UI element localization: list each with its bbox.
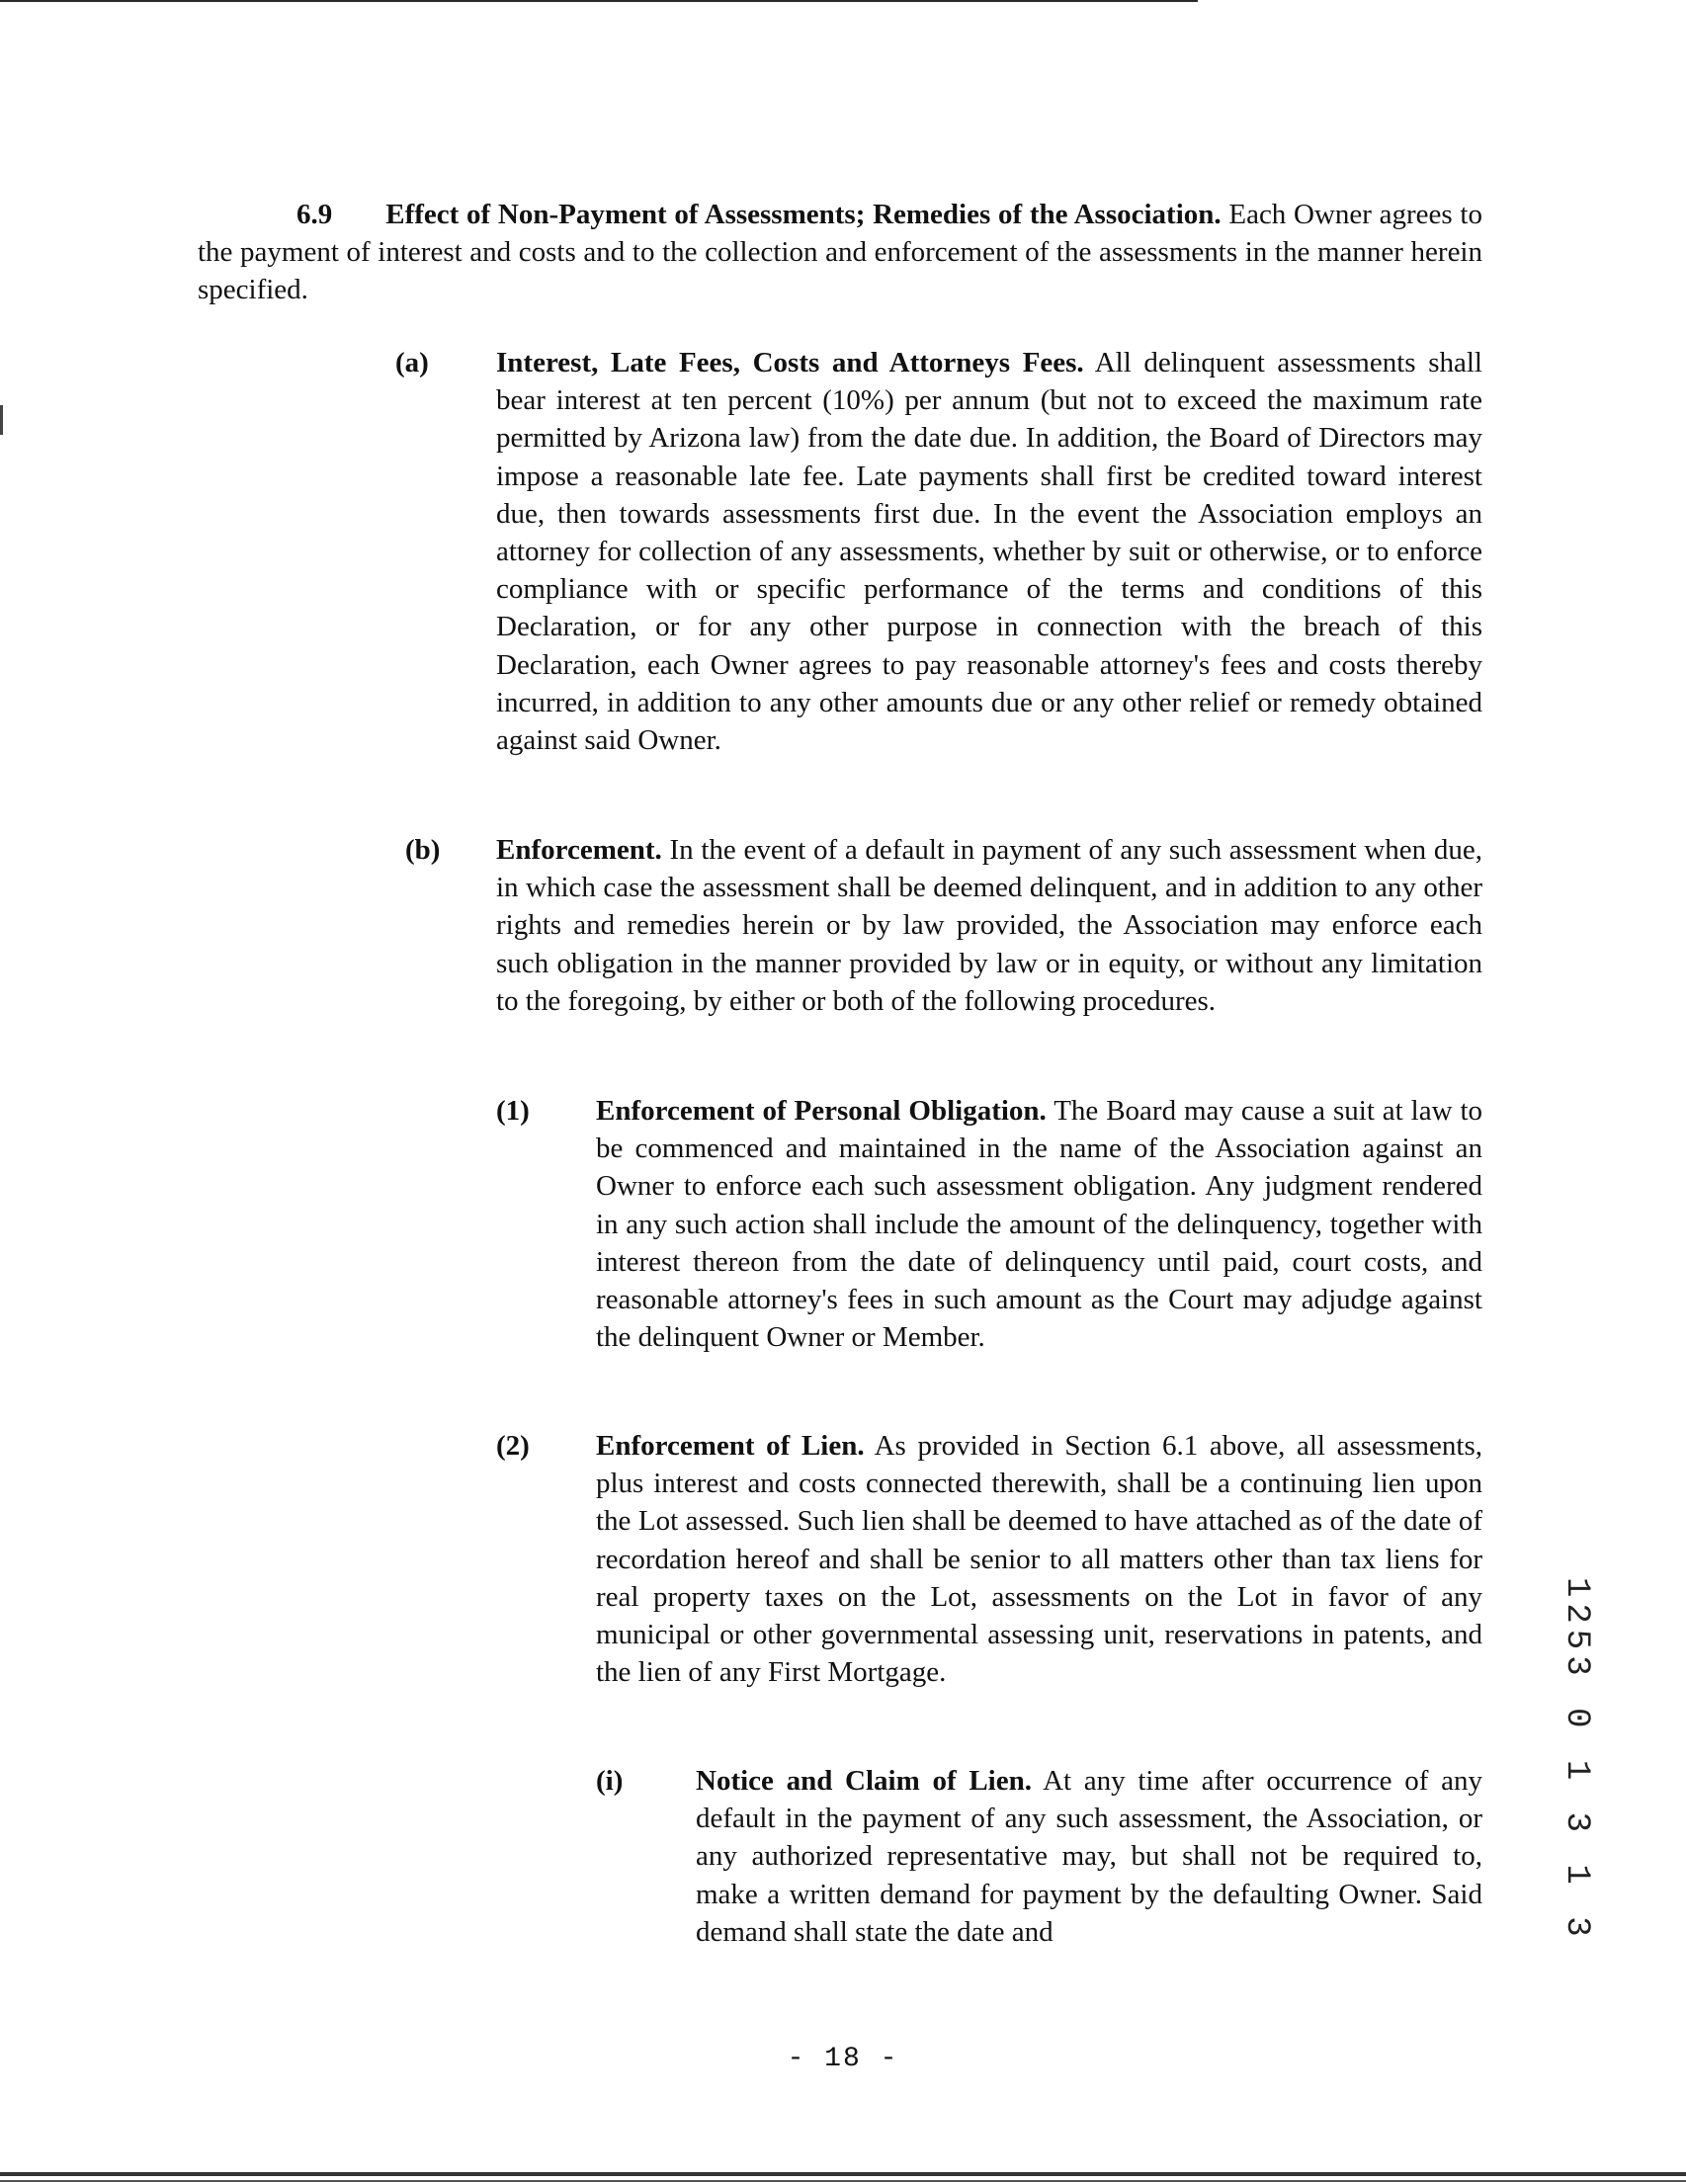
item-b-heading: Enforcement. [496,834,662,866]
item-2-paragraph [596,1427,1482,1691]
section-6-9-paragraph [198,196,1482,309]
section-gap [332,199,385,230]
scan-edge-bottom-thin [0,2180,1686,2182]
scan-edge-mark [0,405,3,435]
item-a-label: (a) [395,347,429,378]
item-a-paragraph [496,344,1482,759]
section-number: 6.9 [296,199,333,230]
scan-edge-top [0,0,1198,2]
item-b-label: (b) [405,834,441,866]
item-2-label: (2) [496,1430,530,1462]
recording-stamp [1552,1577,1601,1943]
item-1-label: (1) [496,1095,530,1127]
item-i-paragraph [696,1762,1482,1951]
item-b-text: In the event of a default in payment of any such assessment when due, in which case the assessment shall be deemed delinquent, and in addition to any other rights and remedies herein or by law provided, the Association may enforce each such obligation in the manner provided by law or in equity, or without any limitation to the foregoing, by either or both of the following procedures. [496,834,1482,1017]
item-2-text: As provided in Section 6.1 above, all assessments, plus interest and costs connected therewith, shall be a continuing lien upon the Lot assessed. Such lien shall be deemed to have attached as of the date of recordation hereof and shall be senior to all matters other than tax liens for real property taxes on the Lot, assessments on the Lot in favor of any municipal or other governmental assessing unit, reservations in patents, and the lien of any First Mortgage. [596,1430,1482,1689]
item-i-heading: Notice and Claim of Lien. [696,1765,1032,1797]
item-2-heading: Enforcement of Lien. [596,1430,865,1462]
item-i-text: At any time after occurrence of any default in the payment of any such assessment, the Association, or any authorized representative may, but shall not be required to, make a written demand for payment by the defaulting Owner. Said demand shall state the date and [696,1765,1482,1948]
section-heading: Effect of Non-Payment of Assessments; Remedies of the Association. [385,199,1222,230]
page-number: - 18 - [787,2044,899,2074]
recording-stamp-text: 1253 0 1 3 1 3 [1558,1577,1595,1943]
item-1-paragraph [596,1092,1482,1356]
section-text: Each Owner agrees to the payment of interest and costs and to the collection and enforcement of the assessments in the manner herein specified. [198,199,1482,306]
item-1-heading: Enforcement of Personal Obligation. [596,1095,1047,1127]
item-i-label: (i) [596,1765,624,1797]
item-a-heading: Interest, Late Fees, Costs and Attorneys Fees. [496,347,1084,378]
item-a-text: All delinquent assessments shall bear interest at ten percent (10%) per annum (but not to exceed the maximum rate permitted by Arizona law) from the date due. In addition, the Board of Directors may impose a reasonable late fee. Late payments shall first be credited toward interest due, then towards assessments first due. In the event the Association employs an attorney for collection of any assessments, whether by suit or otherwise, or to enforce compliance with or specific performance of the terms and conditions of this Declaration, or for any other purpose in connection with the breach of this Declaration, each Owner agrees to pay reasonable attorney's fees and costs thereby incurred, in addition to any other amounts due or any other relief or remedy obtained against said Owner. [496,347,1482,757]
scan-edge-bottom [0,2172,1686,2176]
item-b-paragraph [496,831,1482,1020]
item-1-text: The Board may cause a suit at law to be commenced and maintained in the name of the Association against an Owner to enforce each such assessment obligation. Any judgment rendered in any such action shall include the amount of the delinquency, together with interest thereon from the date of delinquency until paid, court costs, and reasonable attorney's fees in such amount as the Court may adjudge against the delinquent Owner or Member. [596,1095,1482,1354]
